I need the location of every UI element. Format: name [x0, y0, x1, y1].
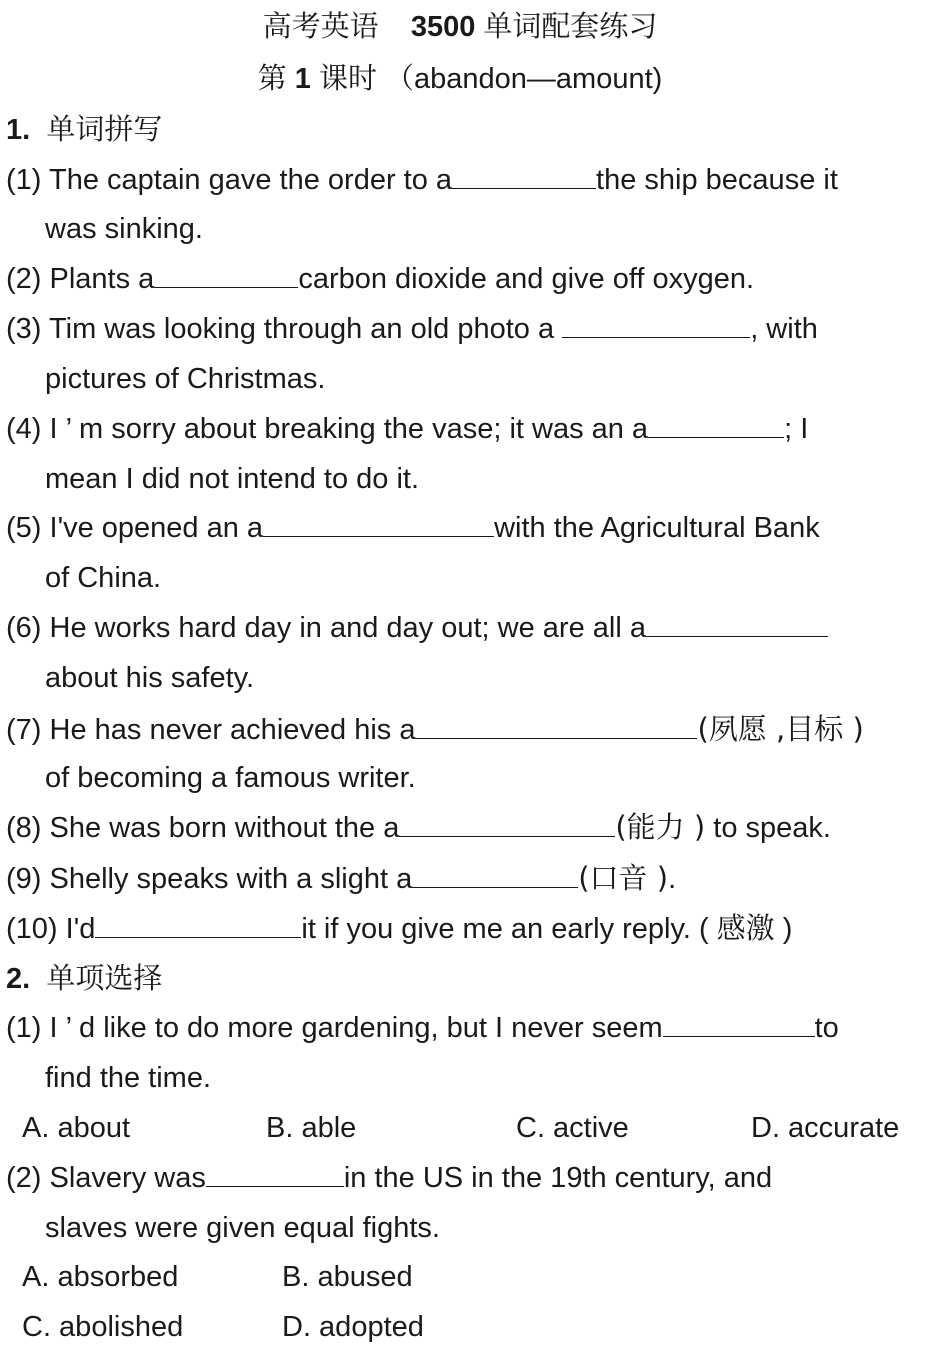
question-text: to — [814, 1012, 839, 1044]
section1-heading — [6, 109, 162, 149]
question-1-6-cont — [45, 658, 254, 698]
question-text: of becoming a famous writer. — [45, 762, 416, 794]
question-number: (10) — [6, 913, 58, 945]
question-text: ) — [782, 913, 793, 945]
question-number: (9) — [6, 863, 42, 895]
question-1-2 — [6, 259, 754, 299]
mc-question-1 — [6, 1008, 839, 1048]
question-text: in the US in the 19th century, and — [343, 1162, 773, 1194]
question-text: was sinking. — [45, 213, 203, 245]
question-1-6 — [6, 608, 828, 648]
section2-title: 单项选择 — [46, 961, 163, 995]
question-text: ; I — [784, 413, 809, 445]
question-1-7-cont — [45, 758, 416, 798]
option-b[interactable]: B. able — [266, 1112, 357, 1144]
mc-question-2-cont — [45, 1208, 440, 1248]
question-text: The captain gave the order to a — [49, 164, 453, 196]
question-text: to speak. — [713, 812, 831, 844]
chinese-hint: 感激 — [716, 911, 775, 945]
question-text: She was born without the a — [49, 812, 400, 844]
question-number: (2) — [6, 263, 42, 295]
section2-heading — [6, 958, 162, 998]
question-text: I've opened an a — [49, 512, 264, 544]
question-text: mean I did not intend to do it. — [45, 463, 420, 495]
question-text: find the time. — [45, 1062, 212, 1094]
answer-blank[interactable] — [154, 261, 298, 288]
question-number: (5) — [6, 512, 42, 544]
question-text: it if you give me an early reply. ( — [301, 913, 709, 945]
option-d[interactable]: D. accurate — [751, 1112, 900, 1144]
question-1-4 — [6, 409, 808, 449]
answer-blank[interactable] — [648, 411, 784, 438]
question-number: (6) — [6, 612, 42, 644]
title-number: 3500 — [410, 11, 476, 43]
lesson-range: （abandon—amount) — [385, 63, 663, 95]
option-c[interactable]: C. abolished — [22, 1311, 184, 1343]
answer-blank[interactable] — [663, 1010, 815, 1037]
mc-question-2 — [6, 1158, 772, 1198]
option-b[interactable]: B. abused — [282, 1261, 413, 1293]
answer-blank[interactable] — [415, 712, 697, 739]
option-a[interactable]: A. about — [22, 1112, 131, 1144]
question-text: Tim was looking through an old photo a — [49, 313, 555, 345]
answer-blank[interactable] — [206, 1160, 344, 1187]
question-1-9 — [6, 858, 676, 898]
question-1-1 — [6, 160, 838, 200]
question-1-5-cont — [45, 558, 161, 598]
question-number: (1) — [6, 1012, 42, 1044]
question-text: with the Agricultural Bank — [494, 512, 820, 544]
question-text: I ’ m sorry about breaking the vase; it was an a — [49, 413, 649, 445]
question-1-1-cont — [45, 209, 203, 249]
question-text: the ship because it — [596, 164, 838, 196]
option-a[interactable]: A. absorbed — [22, 1261, 179, 1293]
chinese-hint: (能力 ) — [615, 810, 706, 844]
question-text: pictures of Christmas. — [45, 363, 326, 395]
question-number: (1) — [6, 164, 42, 196]
section1-title: 单词拼写 — [46, 112, 163, 146]
title-cn: 高考英语 — [262, 9, 379, 43]
answer-blank[interactable] — [452, 162, 596, 189]
question-number: (4) — [6, 413, 42, 445]
lesson-subtitle — [0, 58, 920, 98]
question-text: Shelly speaks with a slight a — [49, 863, 413, 895]
question-text: slaves were given equal fights. — [45, 1212, 440, 1244]
answer-blank[interactable] — [562, 311, 750, 338]
question-number: (8) — [6, 812, 42, 844]
question-1-8 — [6, 807, 831, 847]
question-text: I ’ d like to do more gardening, but I never seem — [49, 1012, 663, 1044]
question-number: (7) — [6, 714, 42, 746]
question-text: of China. — [45, 562, 162, 594]
question-text: carbon dioxide and give off oxygen. — [298, 263, 755, 295]
question-1-3-cont — [45, 359, 325, 399]
question-1-5 — [6, 508, 820, 548]
question-1-4-cont — [45, 459, 419, 499]
question-text: Plants a — [49, 263, 155, 295]
option-c[interactable]: C. active — [516, 1112, 629, 1144]
question-1-10 — [6, 908, 792, 948]
page-title — [0, 6, 920, 46]
question-number: (3) — [6, 313, 42, 345]
mc-question-1-cont — [45, 1058, 211, 1098]
question-1-3 — [6, 309, 818, 349]
question-text: He has never achieved his a — [49, 714, 416, 746]
lesson-number: 1 — [294, 63, 311, 95]
question-text: I'd — [65, 913, 96, 945]
answer-blank[interactable] — [646, 610, 828, 637]
lesson-post: 课时 — [318, 61, 377, 95]
option-d[interactable]: D. adopted — [282, 1311, 424, 1343]
question-text: Slavery was — [49, 1162, 206, 1194]
section1-number: 1. — [6, 114, 31, 146]
title-tail: 单词配套练习 — [483, 9, 658, 43]
chinese-hint: (夙愿 ,目标 ) — [697, 712, 864, 746]
question-number: (2) — [6, 1162, 42, 1194]
section2-number: 2. — [6, 963, 31, 995]
chinese-hint: (口音 ) — [578, 861, 669, 895]
question-text: . — [668, 863, 677, 895]
answer-blank[interactable] — [95, 911, 301, 938]
question-text: He works hard day in and day out; we are all a — [49, 612, 646, 644]
answer-blank[interactable] — [412, 861, 578, 888]
question-1-7 — [6, 709, 864, 749]
answer-blank[interactable] — [263, 510, 494, 537]
answer-blank[interactable] — [399, 810, 615, 837]
question-text: , with — [750, 313, 818, 345]
lesson-pre: 第 — [257, 61, 287, 95]
question-text: about his safety. — [45, 662, 255, 694]
